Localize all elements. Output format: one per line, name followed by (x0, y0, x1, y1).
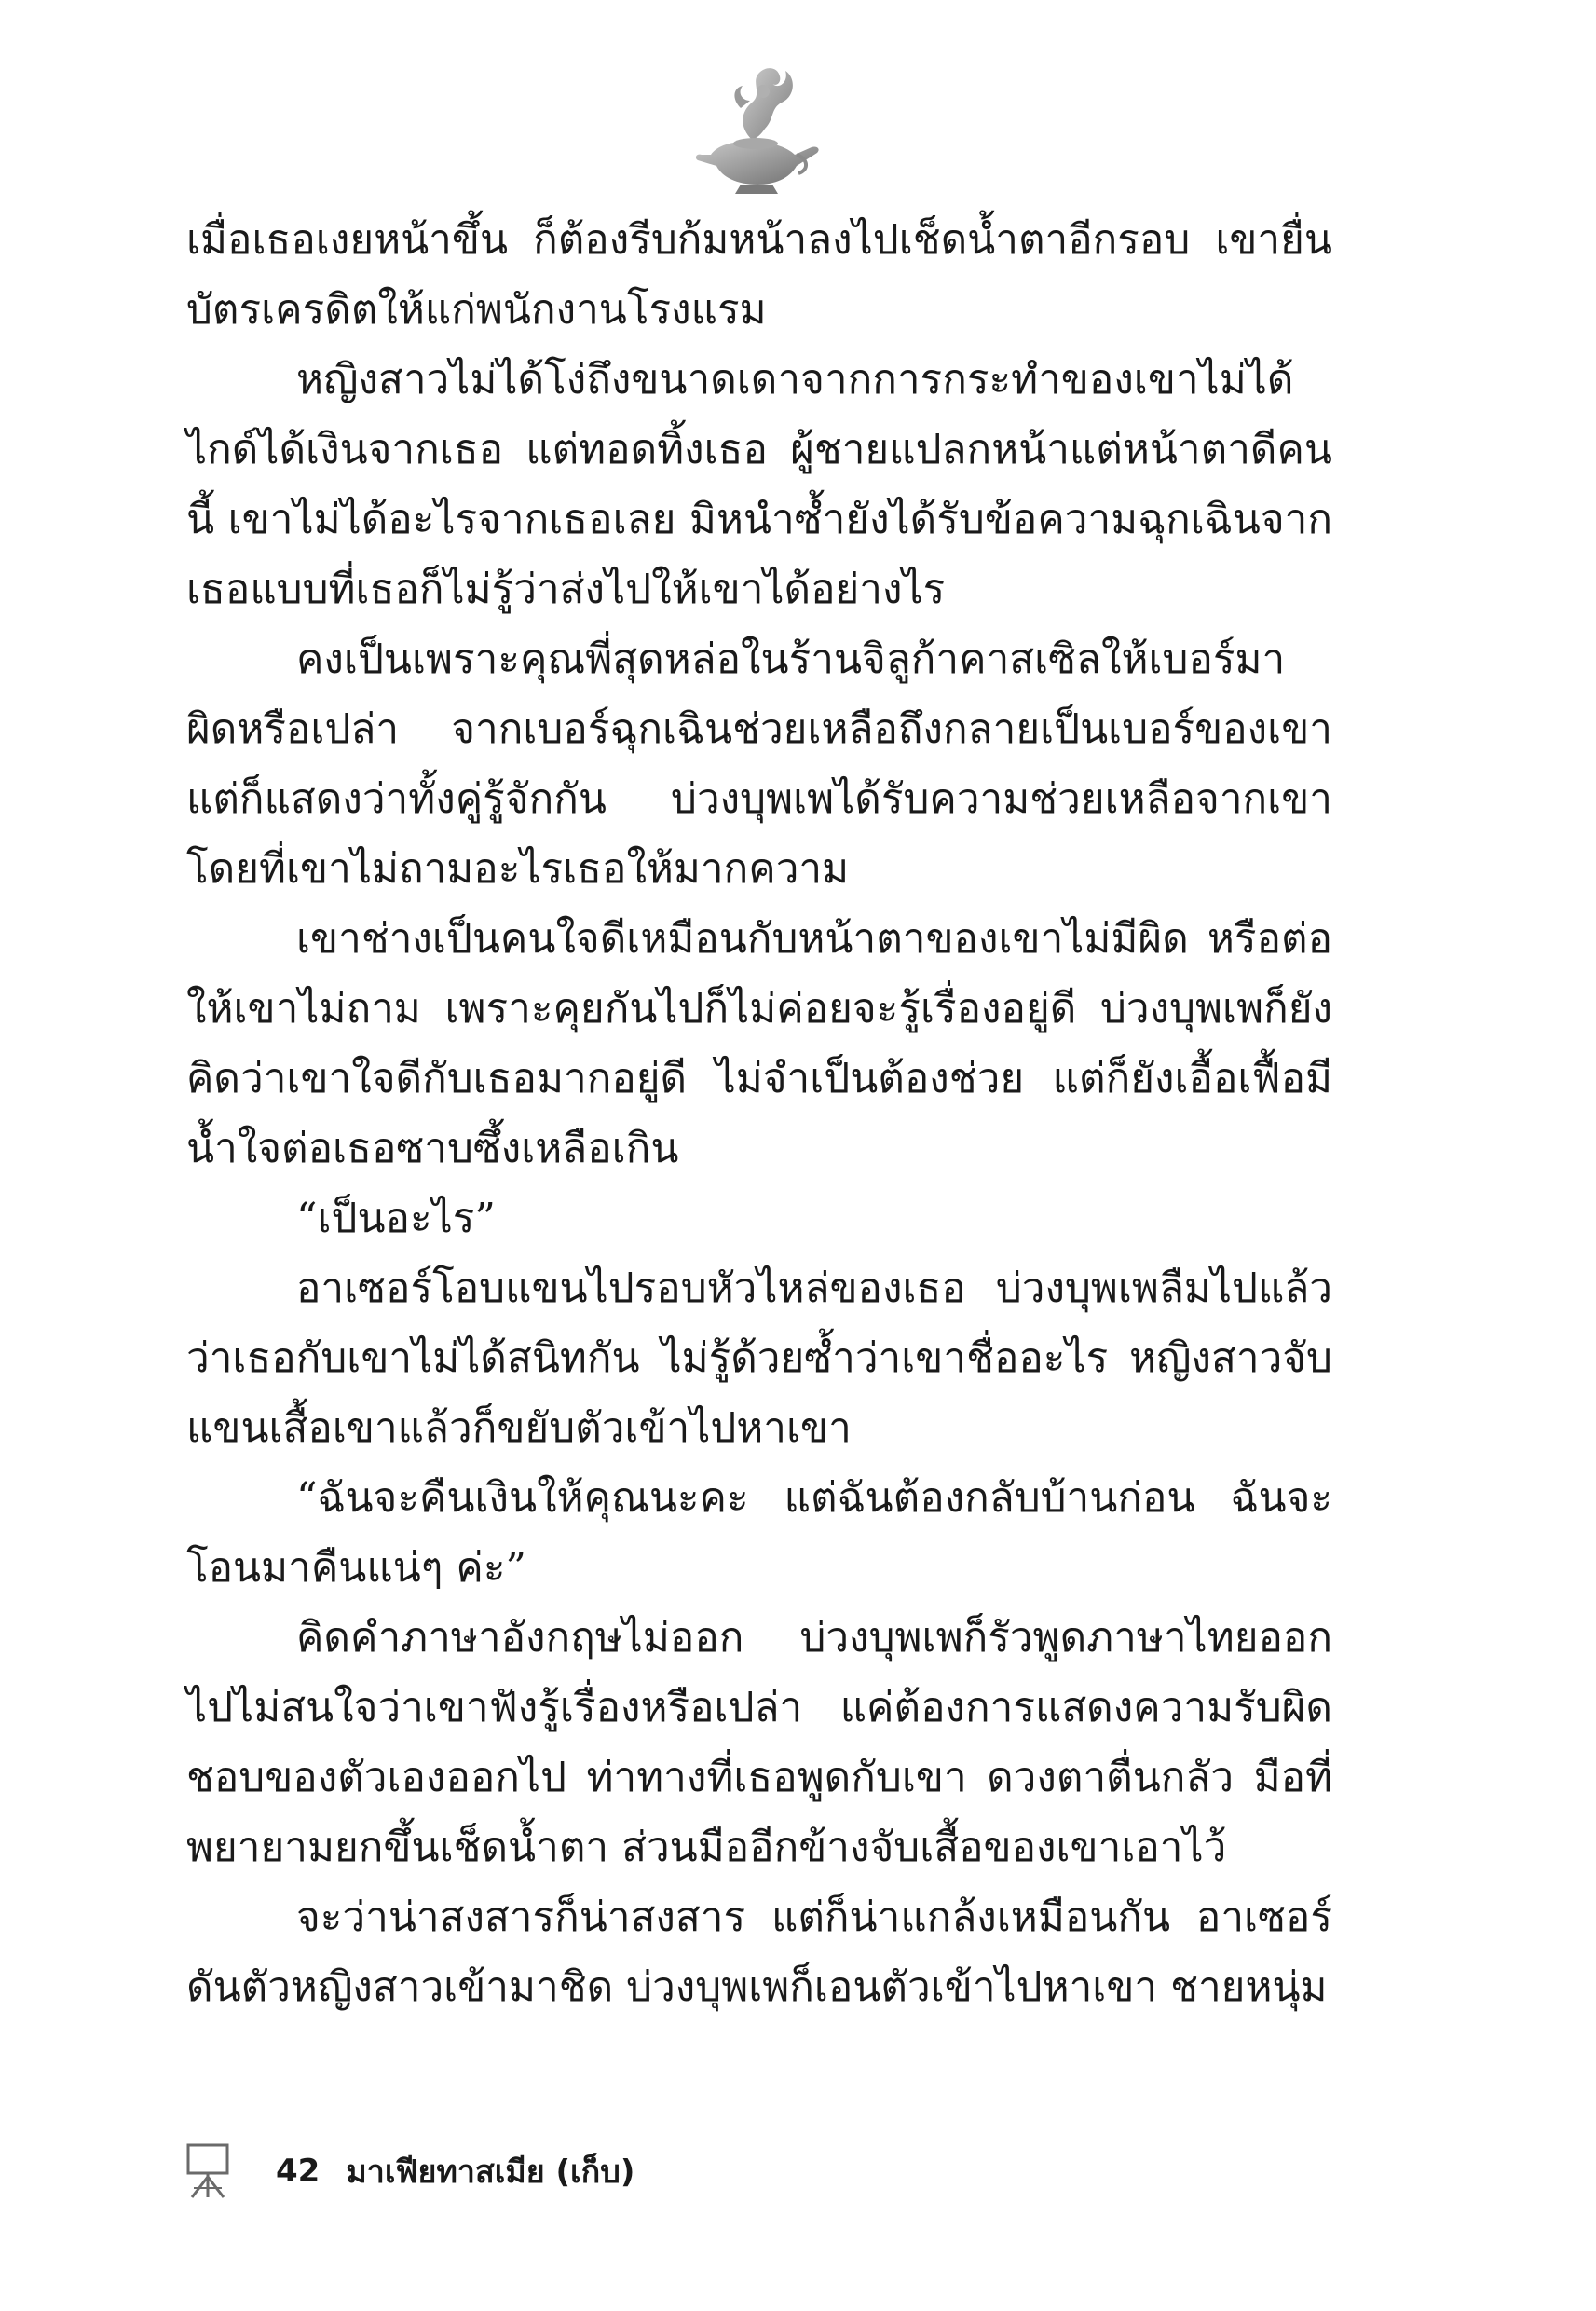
paragraph: “เป็นอะไร” (296, 1195, 496, 1242)
genie-lamp-icon (685, 54, 825, 203)
paragraph: “ฉันจะคืนเงินให้คุณนะคะ แต่ฉันต้องกลับบ้านก่อน ฉันจะโอนมาคืนแน่ๆ ค่ะ” (186, 1474, 1332, 1592)
page-number: 42 (276, 2153, 321, 2190)
paragraph: เมื่อเธอเงยหน้าขึ้น ก็ต้องรีบก้มหน้าลงไปเช็ดน้ำตาอีกรอบ เขายื่นบัตรเครดิตให้แก่พนักงานโรงแรม (186, 216, 1332, 334)
paragraph: คิดคำภาษาอังกฤษไม่ออก บ่วงบุพเพก็รัวพูดภาษาไทยออกไปไม่สนใจว่าเขาฟังรู้เรื่องหรือเปล่า แค่ต้องการแสดงความรับผิดชอบของตัวเองออกไป ท่าทางที่เธอพูดกับเขา ดวงตาตื่นกลัว มือที่พยายามยกขึ้นเช็ดน้ำตา ส่วนมืออีกข้างจับเสื้อของเขาเอาไว้ (186, 1614, 1332, 1871)
paragraph: อาเซอร์โอบแขนไปรอบหัวไหล่ของเธอ บ่วงบุพเพลืมไปแล้วว่าเธอกับเขาไม่ได้สนิทกัน ไม่รู้ด้วยซ้ำว่าเขาชื่ออะไร หญิงสาวจับแขนเสื้อเขาแล้วก็ขยับตัวเข้าไปหาเขา (186, 1265, 1332, 1452)
book-title: มาเฟียทาสเมีย (เก็บ) (346, 2154, 635, 2191)
paragraph: หญิงสาวไม่ได้โง่ถึงขนาดเดาจากการกระทำของเขาไม่ได้ ไกด์ได้เงินจากเธอ แต่ทอดทิ้งเธอ ผู้ชายแปลกหน้าแต่หน้าตาดีคนนี้ เขาไม่ได้อะไรจากเธอเลย มิหนำซ้ำยังได้รับข้อความฉุกเฉินจากเธอแบบที่เธอก็ไม่รู้ว่าส่งไปให้เขาได้อย่างไร (186, 356, 1332, 613)
body-text (186, 205, 1332, 2022)
paragraph: จะว่าน่าสงสารก็น่าสงสาร แต่ก็น่าแกล้งเหมือนกัน อาเซอร์ดันตัวหญิงสาวเข้ามาชิด บ่วงบุพเพก็เอนตัวเข้าไปหาเขา ชายหนุ่ม (186, 1894, 1332, 2011)
paragraph: เขาช่างเป็นคนใจดีเหมือนกับหน้าตาของเขาไม่มีผิด หรือต่อให้เขาไม่ถาม เพราะคุยกันไปก็ไม่ค่อยจะรู้เรื่องอยู่ดี บ่วงบุพเพก็ยังคิดว่าเขาใจดีกับเธอมากอยู่ดี ไม่จำเป็นต้องช่วย แต่ก็ยังเอื้อเฟื้อมีน้ำใจต่อเธอซาบซึ้งเหลือเกิน (186, 915, 1332, 1172)
paragraph: คงเป็นเพราะคุณพี่สุดหล่อในร้านจิลูก้าคาสเซิลให้เบอร์มาผิดหรือเปล่า จากเบอร์ฉุกเฉินช่วยเหลือถึงกลายเป็นเบอร์ของเขา แต่ก็แสดงว่าทั้งคู่รู้จักกัน บ่วงบุพเพได้รับความช่วยเหลือจากเขาโดยที่เขาไม่ถามอะไรเธอให้มากความ (186, 636, 1332, 893)
easel-icon (184, 2143, 231, 2199)
page-footer (184, 2143, 634, 2199)
